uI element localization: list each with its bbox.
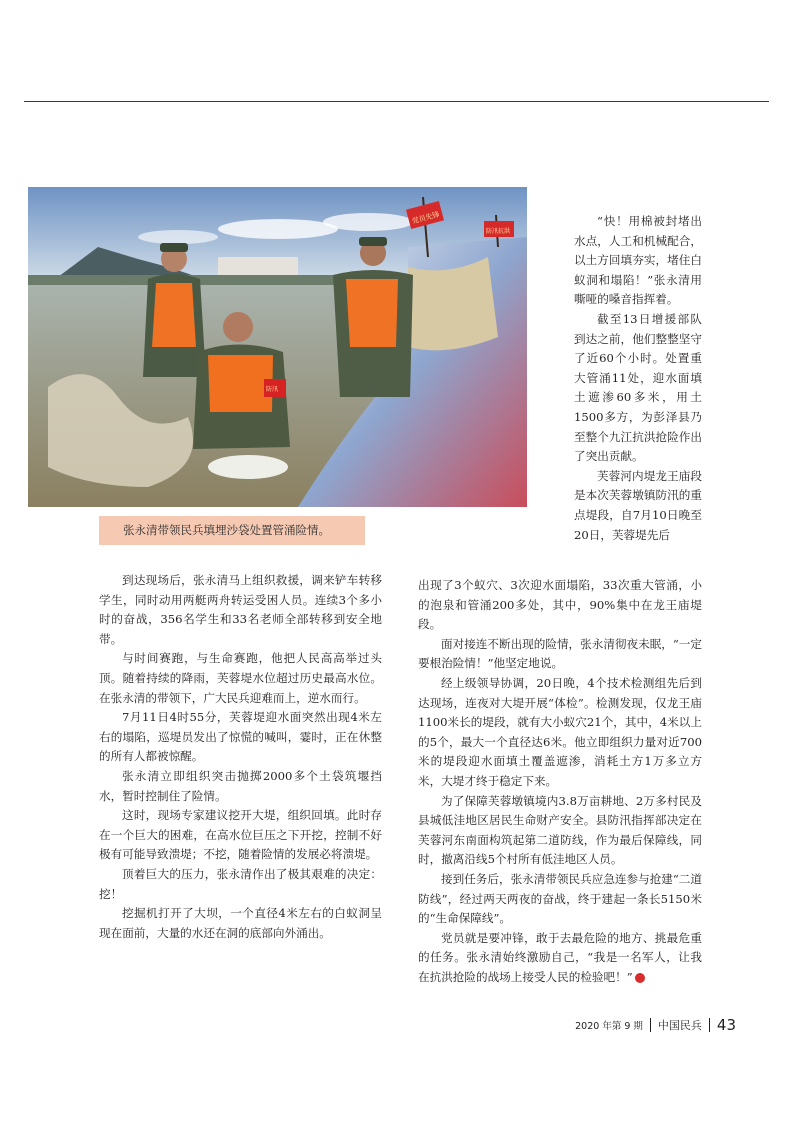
narrow-column [574, 212, 702, 545]
header-rule [24, 101, 769, 102]
page-footer [575, 1016, 736, 1034]
paragraph: 出现了3个蚁穴、3次迎水面塌陷，33次重大管涌，小的泡泉和管涌200多处，其中，90%集中在龙王庙堤段。 [418, 578, 702, 632]
paragraph: 为了保障芙蓉墩镇境内3.8万亩耕地、2万多村民及县城低洼地区居民生命财产安全。县防汛指挥部决定在芙蓉河东南面构筑起第二道防线，作为最后保障线，同时，撤离沿线5个村所有低洼地区人员。 [418, 793, 702, 867]
footer-divider [709, 1018, 710, 1032]
paragraph: 顶着巨大的压力，张永清作出了极其艰难的决定：挖！ [99, 866, 382, 901]
paragraph: 张永清立即组织突击抛掷2000多个土袋筑堰挡水，暂时控制住了险情。 [99, 768, 382, 803]
paragraph: 截至13日增援部队到达之前，他们整整坚守了近60个小时。处置重大管涌11处，迎水面填土遮渗60多米，用土1500多方，为彭泽县乃至整个九江抗洪抢险作出了突出贡献。 [574, 311, 702, 464]
magazine-name: 中国民兵 [657, 1019, 702, 1032]
banner-left-text: 党员先锋 [411, 210, 441, 226]
paragraph: 这时，现场专家建议挖开大堤，组织回填。此时存在一个巨大的困难，在高水位巨压之下开挖，控制不好极有可能导致溃堤；不挖，随着险情的发展必将溃堤。 [99, 808, 382, 862]
paragraph [418, 929, 702, 988]
paragraph: 7月11日4时55分，芙蓉堤迎水面突然出现4米左右的塌陷，巡堤员发出了惊慌的喊叫，霎时，正在休整的所有人都被惊醒。 [99, 710, 382, 764]
footer-divider [650, 1018, 651, 1032]
paragraph: 经上级领导协调，20日晚，4个技术检测组先后到达现场，连夜对大堤开展“体检”。检测发现，仅龙王庙1100米长的堤段，就有大小蚁穴21个，其中，4米以上的5个，最大一个直径达6米。他立即组织力量对近700米的堤段迎水面填土覆盖遮渗，消耗土方1万多立方米，大堤才终于稳定下来。 [418, 675, 702, 788]
paragraph: 到达现场后，张永清马上组织救援，调来铲车转移学生，同时动用两艇两舟转运受困人员。连续3个多小时的奋战，356名学生和33名老师全部转移到安全地带。 [99, 573, 382, 646]
photo-caption: 张永清带领民兵填埋沙袋处置管涌险情。 [99, 516, 365, 545]
paragraph: 接到任务后，张永清带领民兵应急连参与抢建“二道防线”，经过两天两夜的奋战，终于建起一条长5150米的“生命保障线”。 [418, 871, 702, 926]
right-column [418, 576, 702, 987]
paragraph-text: 党员就是要冲锋，敢于去最危险的地方、挑最危重的任务。张永清始终激励自己，“我是一名军人，让我在抗洪抢险的战场上接受人民的检验吧！” [418, 930, 702, 984]
paragraph: 挖掘机打开了大坝，一个直径4米左右的白蚁洞呈现在面前，大量的水还在洞的底部向外涌出。 [99, 906, 382, 940]
flood-rescue-photo [28, 187, 527, 507]
paragraph: 与时间赛跑，与生命赛跑，他把人民高高举过头顶。随着持续的降雨，芙蓉堤水位超过历史最高水位。在张永清的带领下，广大民兵迎难而上，逆水而行。 [99, 651, 382, 705]
paragraph: 面对接连不断出现的险情，张永清彻夜未眠，“一定要根治险情！”他坚定地说。 [418, 636, 702, 671]
armband-text: 防汛 [266, 386, 279, 393]
paragraph: “快！用棉被封堵出水点，人工和机械配合，以土方回填夯实，堵住白蚁洞和塌陷！”张永清用嘶哑的嗓音指挥着。 [574, 214, 702, 307]
end-mark-icon [635, 973, 645, 983]
paragraph: 芙蓉河内堤龙王庙段是本次芙蓉墩镇防汛的重点堤段，自7月10日晚至20日，芙蓉堤先后 [574, 468, 702, 542]
left-column [99, 571, 382, 943]
banner-right-text: 防汛抗洪 [486, 228, 511, 235]
issue-label: 2020 年第 9 期 [575, 1021, 643, 1032]
page-number: 43 [716, 1016, 736, 1034]
